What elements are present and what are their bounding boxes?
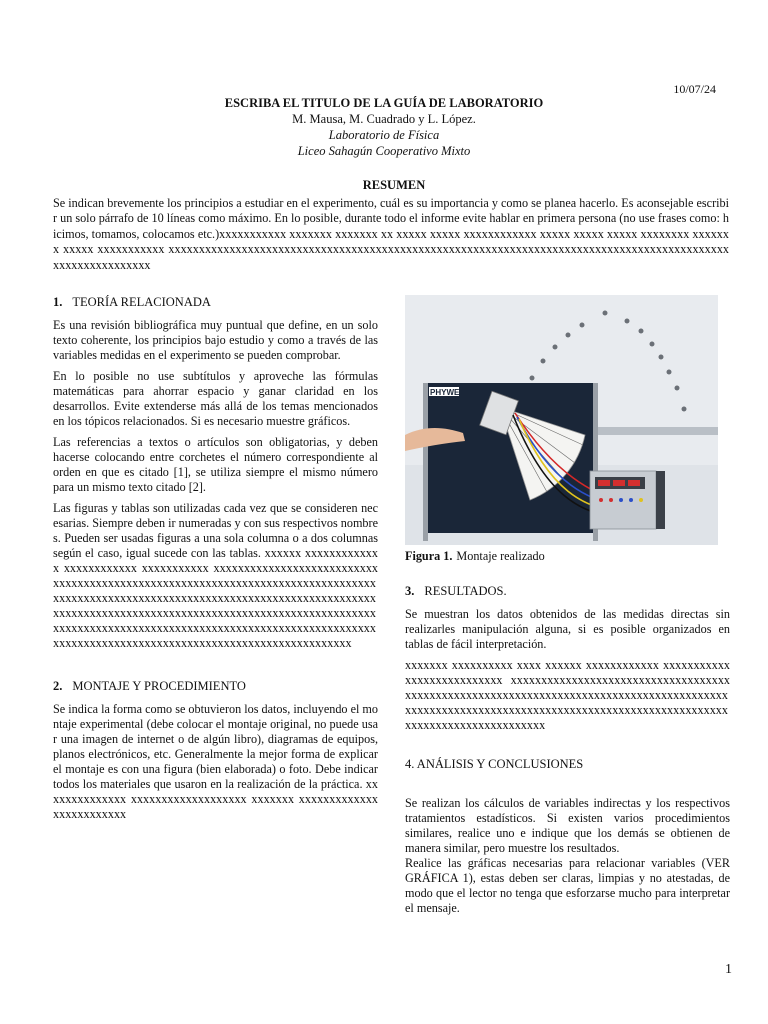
section-1-title: TEORÍA RELACIONADA: [72, 295, 211, 309]
projectile-apparatus-image: [405, 295, 718, 545]
right-column: [405, 295, 730, 922]
section-3-title: RESULTADOS.: [424, 584, 507, 598]
section-1-number: 1.: [53, 295, 63, 309]
document-date: 10/07/24: [673, 82, 716, 96]
section-3-paragraph: xxxxxxx xxxxxxxxxx xxxx xxxxxx xxxxxxxxxxxx xxxxxxxxxxxxxxxxxxxxxxxxxxx xxxxxxxxxxxxxxxxxxxxxxxxxxxxxxxxxxxxxxxxxxxxxxxxxxxxxxxxxxxxxxxxxxxxxxxxxxxxxxxxxxxxxxxxxxxxxxxxxxxxxxxxxxxxxxxxxxxxxxxxxxxxxxxxxxxxxxxxxxxxxxxxxxxxxxxxxxxxxxxxxxxxx: [405, 658, 730, 732]
section-2-paragraph: Se indica la forma como se obtuvieron los datos, incluyendo el montaje experimental (debe colocar el montaje original, no puede usar una imagen de internet o de algún libro), diagramas de equipos, planos electrónicos, etc. Generalmente la mejor forma de explicar el montaje es con una figura (bien elaborada) o foto. Debe indicar todos los materiales que usaron en la realización de la práctica. xxxxxxxxxxxxxx xxxxxxxxxxxxxxxxxxx xxxxxxx xxxxxxxxxxxxxxxxxxxxxxxxx: [53, 702, 378, 821]
section-2-number: 2.: [53, 679, 63, 693]
section-1-paragraph: Las referencias a textos o artículos son obligatorias, y deben hacerse colocando entre corchetes el número correspondiente al orden en que es citado [1], se utiliza siempre el mismo número para un mismo texto citado [2].: [53, 435, 378, 494]
document-title: ESCRIBA EL TITULO DE LA GUÍA DE LABORATORIO: [224, 96, 544, 110]
page-number: 1: [725, 962, 732, 977]
document-header: [0, 95, 768, 159]
section-1-paragraph: En lo posible no use subtítulos y aproveche las fórmulas matemáticas para ahorrar espacio y ganar claridad en los desarrollos. Evite extenderse más allá de los temas mencionados en los tópicos relacionados. Si es necesario muestre gráficos.: [53, 369, 378, 428]
section-2-heading: [53, 679, 378, 694]
authors: M. Mausa, M. Cuadrado y L. López.: [292, 112, 476, 126]
brand-label: PHYWE: [430, 388, 460, 397]
school-name: Liceo Sahagún Cooperativo Mixto: [297, 144, 471, 158]
figure-caption-text: Montaje realizado: [456, 549, 545, 563]
section-2-title: MONTAJE Y PROCEDIMIENTO: [72, 679, 246, 693]
figure-caption: [405, 549, 730, 564]
setup-photo: [405, 295, 718, 545]
lab-name: Laboratorio de Física: [328, 128, 440, 142]
section-4-heading: 4. ANÁLISIS Y CONCLUSIONES: [405, 757, 584, 771]
section-1-paragraph: Las figuras y tablas son utilizadas cada vez que se consideren necesarias. Siempre deben ir numeradas y con sus respectivos nombres. Pueden ser usadas figuras a una sola columna o a dos columnas según el caso, igual sucede con las tablas. xxxxxx xxxxxxxxxxxxx xxxxxxxxxxxx xxxxxxxxxxx xxxxxxxxxxxxxxxxxxxxxxxxxxxxxxxxxxxxxxxxxxxxxxxxxxxxxxxxxxxxxxxxxxxxxxxxxxxxxxxxxxxxxxxxxxxxxxxxxxxxxxxxxxxxxxxxxxxxxxxxxxxxxxxxxxxxxxxxxxxxxxxxxxxxxxxxxxxxxxxxxxxxxxxxxxxxxxxxxxxxxxxxxxxxxxxxxxxxxxxxxxxxxxxxxxxxxxxxxxxxxxxxxxxxxxxxxxxxxxxxxxxxxxxxxxxxxxxxxxxxxxxxxxxxxxxxxxxxxxxxxxxxxxxx: [53, 501, 378, 650]
section-3-heading: [405, 584, 730, 599]
section-4-paragraph: Se realizan los cálculos de variables indirectas y los respectivos tratamientos estadísticos. Si existen varios procedimientos similares, realice uno e indique que los demás se obtienen de manera similar, pero muestre los resultados.: [405, 796, 730, 855]
section-3-number: 3.: [405, 584, 415, 598]
section-1-paragraph: Es una revisión bibliográfica muy puntual que define, en un solo texto coherente, los principios bajo estudio y como a través de las variables medidas en el experimento se pueden comprobar.: [53, 318, 378, 362]
left-column: [53, 295, 378, 828]
abstract-text: Se indican brevemente los principios a estudiar en el experimento, cuál es su importancia y como se planea hacerlo. Es aconsejable escribir un solo párrafo de 10 líneas como máximo. En lo posible, durante todo el informe evite hablar en primera persona (no use frases como: hicimos, tomamos, colocamos etc.)xxxxxxxxxxx xxxxxxx xxxxxxx xx xxxxx xxxxx xxxxxxxxxxxx xxxxx xxxxx xxxxx xxxxxxxx xxxxxxx xxxxx xxxxxxxxxxx xxxxxxxxxxxxxxxxxxxxxxxxxxxxxxxxxxxxxxxxxxxxxxxxxxxxxxxxxxxxxxxxxxxxxxxxxxxxxxxxxxxxxxxxxxxxxxxxxxxxxxxxxxxx: [53, 196, 729, 272]
section-4-paragraph: Realice las gráficas necesarias para relacionar variables (VER GRÁFICA 1), estas deben ser claras, limpias y no atestadas, de modo que el lector no tenga que esforzarse mucho para interpretar el mensaje.: [405, 856, 730, 915]
figure-label: Figura 1.: [405, 549, 453, 563]
section-3-paragraph: Se muestran los datos obtenidos de las medidas directas sin realizarles manipulación alguna, si es posible organizados en tablas de fácil interpretación.: [405, 607, 730, 651]
abstract-title: RESUMEN: [362, 178, 426, 192]
section-1-heading: [53, 295, 378, 310]
